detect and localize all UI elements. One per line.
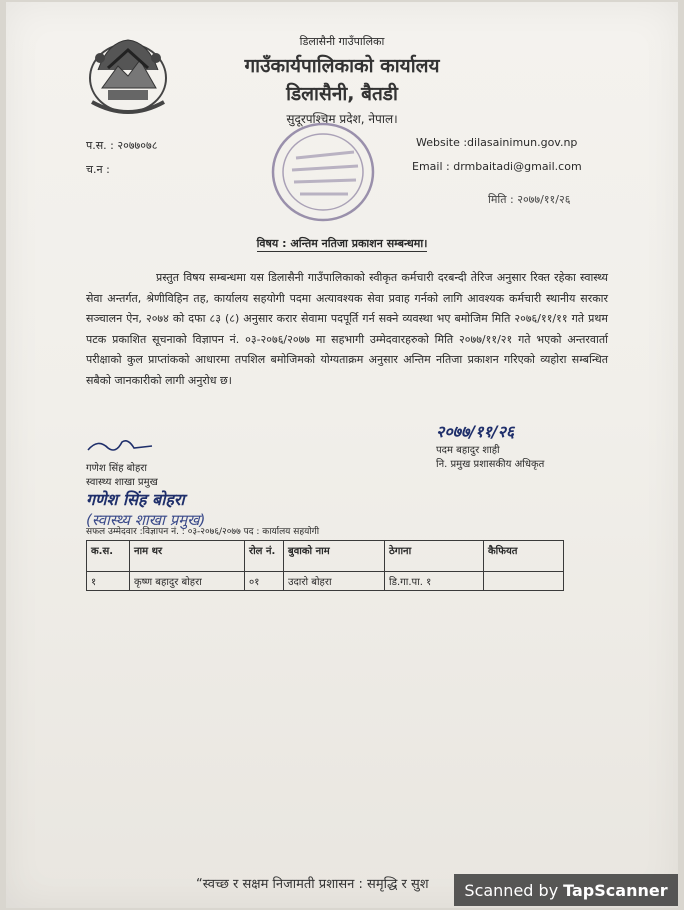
footer-slogan: “स्वच्छ र सक्षम निजामती प्रशासन : समृद्धि र सुश [196,877,429,892]
province-line: सुदूरपश्चिम प्रदेश, नेपाल। [286,112,398,126]
table-row [87,572,564,591]
cell-father-name: उदारो बोहरा [284,572,385,591]
signatory-left-name: गणेश सिंह बोहरा [86,463,147,474]
watermark-brand: TapScanner [563,880,668,900]
signatory-left-title: स्वास्थ्य शाखा प्रमुख [86,477,158,488]
col-roll: रोल नं. [245,541,284,572]
website-line: Website :dilasainimun.gov.np [416,136,578,149]
letter-body: प्रस्तुत विषय सम्बन्धमा यस डिलासैनी गाउँपालिकाको स्वीकृत कर्मचारी दरबन्दी तेरिज अनुसार रिक्त रहेका स्वास्थ्य सेवा अन्तर्गत, श्रेणीविहिन तह, कार्यालय सहयोगी पदमा अत्यावश्यक सेवा प्रवाह गर्नको लागि आवश्यक कर्मचारी स्थानीय सरकार सञ्चालन ऐन, २०७४ को दफा ८३ (८) अनुसार करार सेवामा पदपूर्ति गर्न सक्ने व्यवस्था भए बमोजिम मिति २०७६/११/११ गते प्रथम पटक प्रकाशित सूचनाको विज्ञापन नं. ०३-२०७६/२०७७ मा सहभागी उम्मेदवारहरुको मिति २०७७/११/२१ गते भएको अन्तरवार्ता परीक्षाको कुल प्राप्तांकको आधारमा तपशिल बमोजिमको योग्यताक्रम अनुसार अन्तिम नतिजा प्रकाशन गरिएको व्यहोरा सम्बन्धित सबैको जानकारीको लागी अनुरोध छ। [86,271,608,387]
col-address: ठेगाना [385,541,484,572]
handwritten-name-left: गणेश सिंह बोहरा [86,490,185,509]
cell-name: कृष्ण बहादुर बोहरा [130,572,245,591]
letter-date: मिति : २०७७/११/२६ [488,193,571,206]
reference-number: प.स. : २०७७०७८ [86,139,158,152]
signature-right [436,420,636,470]
handwritten-date-right: २०७७/११/२६ [436,422,515,441]
office-location: डिलासैनी, बैतडी [286,83,398,105]
col-father-name: बुवाको नाम [284,541,385,572]
col-remarks: कैफियत [484,541,564,572]
handwritten-title-left: (स्वास्थ्य शाखा प्रमुख) [86,511,206,529]
cell-remarks [484,572,564,591]
email-line: Email : drmbaitadi@gmail.com [412,160,582,173]
signatory-right-title: नि. प्रमुख प्रशासकीय अधिकृत [436,459,545,470]
signatory-right-name: पदम बहादुर शाही [436,445,500,456]
table-header-row [87,541,564,572]
scanner-watermark [454,874,678,906]
col-serial: क.स. [87,541,130,572]
results-meta: सफल उम्मेदवार :विज्ञापन नं. : ०३-२०७६/२०७७ पद : कार्यालय सहयोगी [86,527,320,537]
results-table [86,540,564,591]
dispatch-number: च.न : [86,163,110,176]
cell-roll: ०१ [245,572,284,591]
col-name: नाम थर [130,541,245,572]
municipality-name: डिलासैनी गाउँपालिका [299,35,385,48]
subject-text: विषय : अन्तिम नतिजा प्रकाशन सम्बन्धमा। [256,237,428,250]
office-stamp-icon [268,118,378,226]
cell-address: डि.गा.पा. १ [385,572,484,591]
subject-line [0,236,684,251]
cell-serial: १ [87,572,130,591]
signature-left [86,436,266,530]
signature-scribble-icon [86,436,156,456]
watermark-prefix: Scanned by [464,880,559,900]
office-title: गाउँकार्यपालिकाको कार्यालय [244,55,440,77]
